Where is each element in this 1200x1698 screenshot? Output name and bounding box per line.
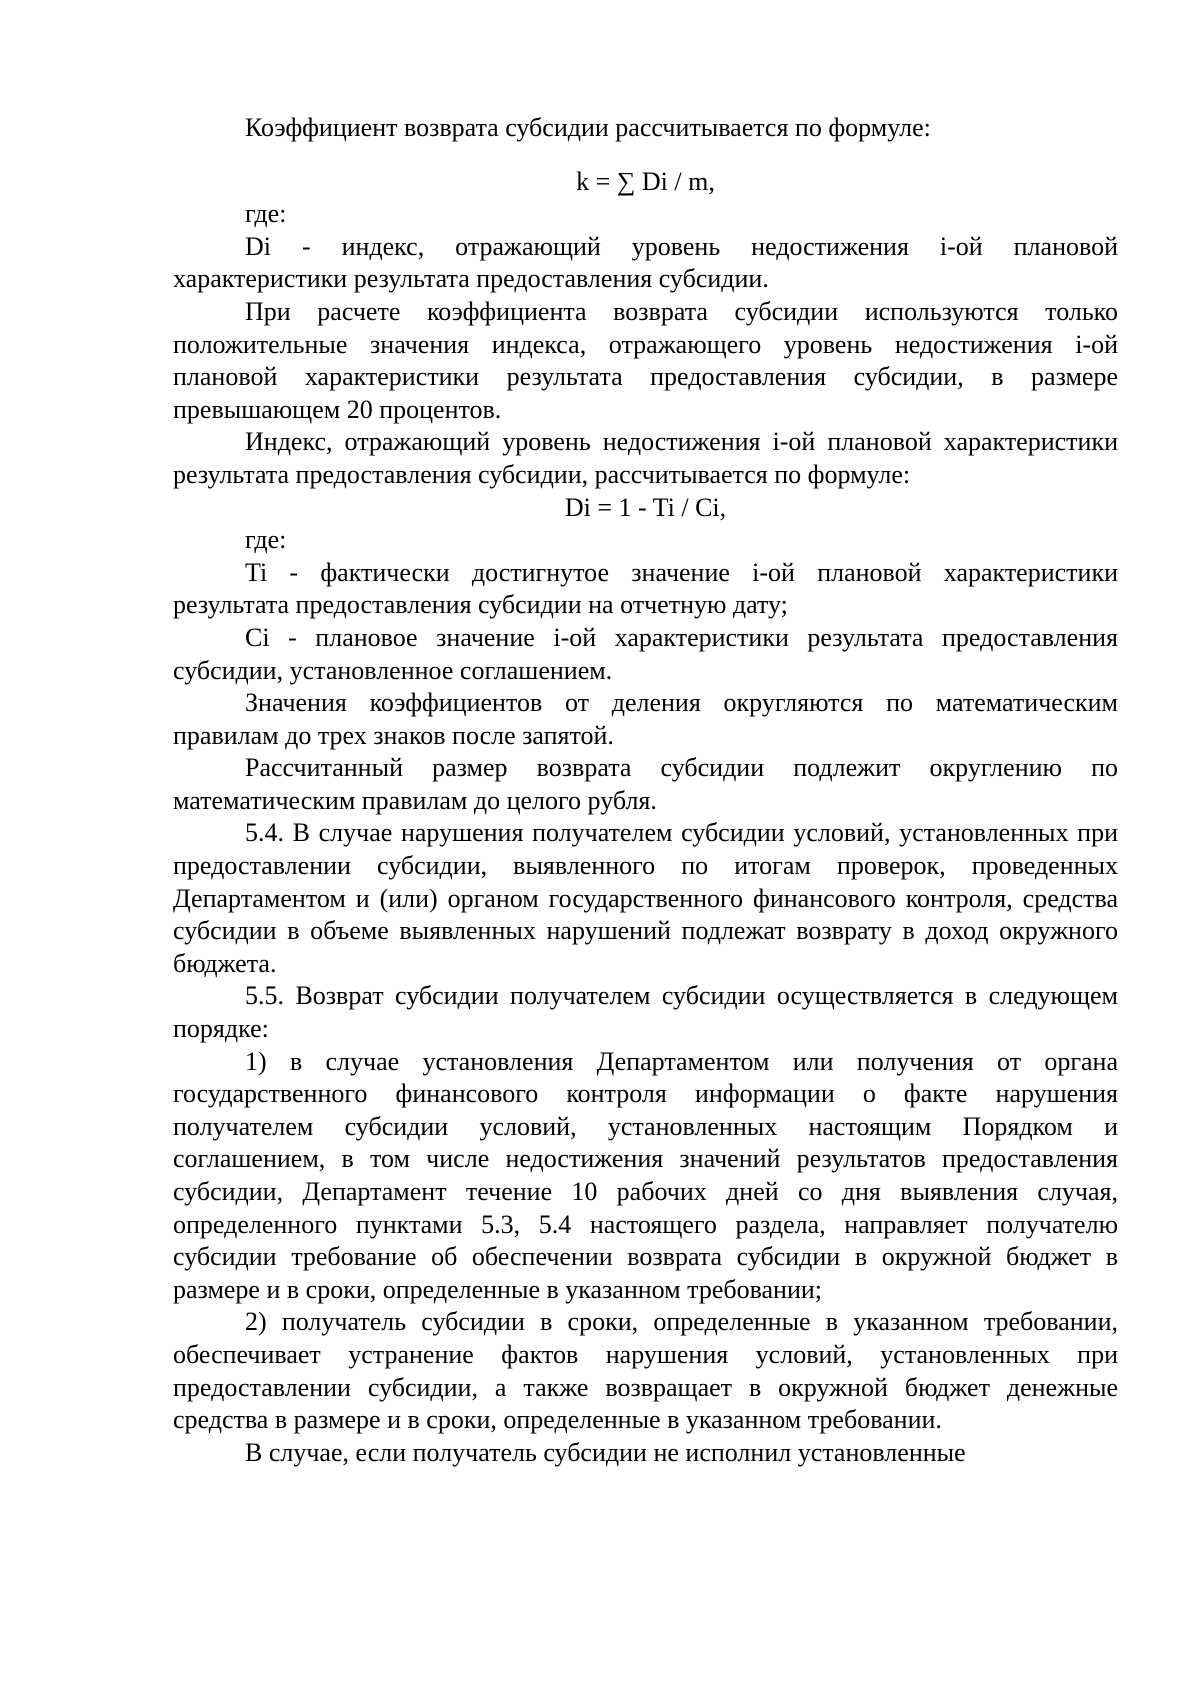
paragraph-index-formula-intro: Индекс, отражающий уровень недостижения i-ой плановой характеристики результата предоставления субсидии, рассчитывается по формуле: — [173, 427, 1118, 489]
paragraph-intro-formula: Коэффициент возврата субсидии рассчитывается по формуле: — [245, 113, 931, 142]
paragraph-ci-definition: Ci - плановое значение i-ой характеристики результата предоставления субсидии, установленное соглашением. — [173, 622, 1118, 685]
paragraph-rounding-coefficients: Значения коэффициентов от деления округляются по математическим правилам до трех знаков после запятой. — [173, 688, 1118, 750]
paragraph-item-1: 1) в случае установления Департаментом или получения от органа государственного финансового контроля информации о факте нарушения получателем субсидии условий, установленных настоящим Порядком и соглашением, в том числе недостижения значений результатов предоставления субсидии, Департамент течение 10 рабочих дней со дня выявления случая, определенного пунктами 5.3, 5.4 настоящего раздела, направляет получателю субсидии требование об обеспечении возврата субсидии в окружной бюджет в размере и в сроки, определенные в указанном требовании; — [173, 1046, 1118, 1304]
paragraph-section-5-5: 5.5. Возврат субсидии получателем субсидии осуществляется в следующем порядке: — [173, 981, 1118, 1044]
document-body — [173, 112, 1118, 1469]
paragraph-item-2: 2) получатель субсидии в сроки, определенные в указанном требовании, обеспечивает устранение фактов нарушения условий, установленных при предоставлении субсидии, а также возвращает в окружной бюджет денежные средства в размере и в сроки, определенные в указанном требовании. — [173, 1307, 1118, 1435]
paragraph-final-fragment: В случае, если получатель субсидии не исполнил установленные — [245, 1437, 966, 1467]
paragraph-positive-values: При расчете коэффициента возврата субсидии используются только положительные значения индекса, отражающего уровень недостижения i-ой плановой характеристики результата предоставления субсидии, в размере превышающем 20 процентов. — [173, 296, 1118, 424]
paragraph-ti-definition: Ti - фактически достигнутое значение i-ой плановой характеристики результата предоставления субсидии на отчетную дату; — [173, 557, 1118, 620]
paragraph-di-definition: Di - индекс, отражающий уровень недостижения i-ой плановой характеристики результата предоставления субсидии. — [173, 231, 1118, 294]
where-label-1: где: — [245, 199, 287, 229]
paragraph-section-5-4: 5.4. В случае нарушения получателем субсидии условий, установленных при предоставлении субсидии, выявленного по итогам проверок, проведенных Департаментом и (или) органом государственного финансового контроля, средства субсидии в объеме выявленных нарушений подлежат возврату в доход окружного бюджета. — [173, 818, 1118, 978]
formula-k: k = ∑ Di / m, — [576, 166, 715, 196]
where-label-2: где: — [245, 525, 287, 555]
formula-di: Di = 1 - Ti / Ci, — [564, 492, 727, 522]
paragraph-rounding-amount: Рассчитанный размер возврата субсидии подлежит округлению по математическим правилам до целого рубля. — [173, 753, 1118, 815]
